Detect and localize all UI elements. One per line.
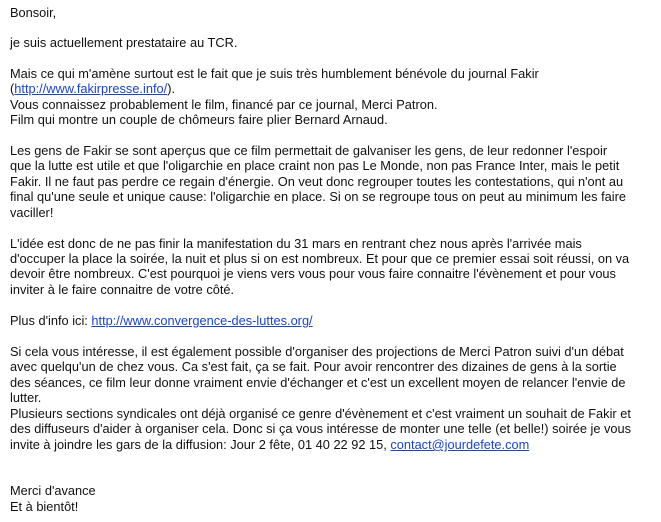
invite-text: invite à joindre les gars de la diffusion: Jour 2 fête, 01 40 22 92 15, [10, 437, 391, 452]
paragraph-line: final qu'une seule et unique cause: l'oligarchie en place. Si on se regroupe tous on peut au minimum les faire [10, 189, 626, 204]
more-info-line [10, 313, 313, 328]
paragraph-line: lutter. [10, 390, 42, 405]
paragraph-line: Si cela vous intéresse, il est également possible d'organiser des projections de Merci Patron suivi d'un débat [10, 344, 624, 359]
intro-line: je suis actuellement prestataire au TCR. [10, 35, 238, 50]
closing-line: Et à bientôt! [10, 499, 79, 514]
paragraph-line: vaciller! [10, 205, 54, 220]
paragraph-line: des diffuseurs d'aider à organiser cela. Donc si ça vous intéresse de monter une telle (et belle!) soirée je vous [10, 421, 632, 436]
contact-email-link[interactable]: contact@jourdefete.com [390, 437, 530, 452]
paragraph-line: Film qui montre un couple de chômeurs faire plier Bernard Arnaud. [10, 112, 388, 127]
paragraph-line [10, 81, 175, 96]
paragraph-line: Plusieurs sections syndicales ont déjà organisé ce genre d'évènement et c'est vraiment un souhait de Fakir et [10, 406, 631, 421]
paragraph-line: que la lutte est utile et que l'oligarchie en place craint non pas Le Monde, non pas France Inter, mais le petit [10, 158, 620, 173]
paragraph-line [10, 437, 529, 452]
paragraph-line: Mais ce qui m'amène surtout est le fait que je suis très humblement bénévole du journal Fakir [10, 66, 539, 81]
convergence-link[interactable]: http://www.convergence-des-luttes.org/ [91, 313, 313, 328]
paragraph-line: Vous connaissez probablement le film, financé par ce journal, Merci Patron. [10, 97, 438, 112]
closing-line: Merci d'avance [10, 483, 96, 498]
paragraph-line: devoir être nombreux. C'est pourquoi je viens vers vous pour vous faire connaitre l'évènement et pour vous [10, 266, 616, 281]
paragraph-line: d'occuper la place la soirée, la nuit et plus si on est nombreux. Et pour que ce premier essai soit réussi, on va [10, 251, 630, 266]
greeting: Bonsoir, [10, 5, 57, 20]
more-info-label: Plus d'info ici: [10, 313, 92, 328]
paren-close: ). [167, 81, 176, 96]
paragraph-line: avec quelqu'un de chez vous. Ca s'est fait, ça se fait. Pour avoir rencontrer des dizaines de gens à la sortie [10, 359, 617, 374]
paragraph-line: inviter à le faire connaitre de votre côté. [10, 282, 235, 297]
paragraph-line: des séances, ce film leur donne vraiment envie d'échanger et c'est un excellent moyen de relancer l'envie de [10, 375, 626, 390]
paren-open: ( [10, 81, 15, 96]
fakirpresse-link[interactable]: http://www.fakirpresse.info/ [14, 81, 168, 96]
paragraph-line: L'idée est donc de ne pas finir la manifestation du 31 mars en rentrant chez nous après l'arrivée mais [10, 236, 582, 251]
paragraph-line: Les gens de Fakir se sont aperçus que ce film permettait de galvaniser les gens, de leur redonner l'espoir [10, 143, 608, 158]
paragraph-line: Fakir. Il ne faut pas perdre ce regain d'énergie. On veut donc regrouper toutes les contestations, qui n'ont au [10, 174, 624, 189]
